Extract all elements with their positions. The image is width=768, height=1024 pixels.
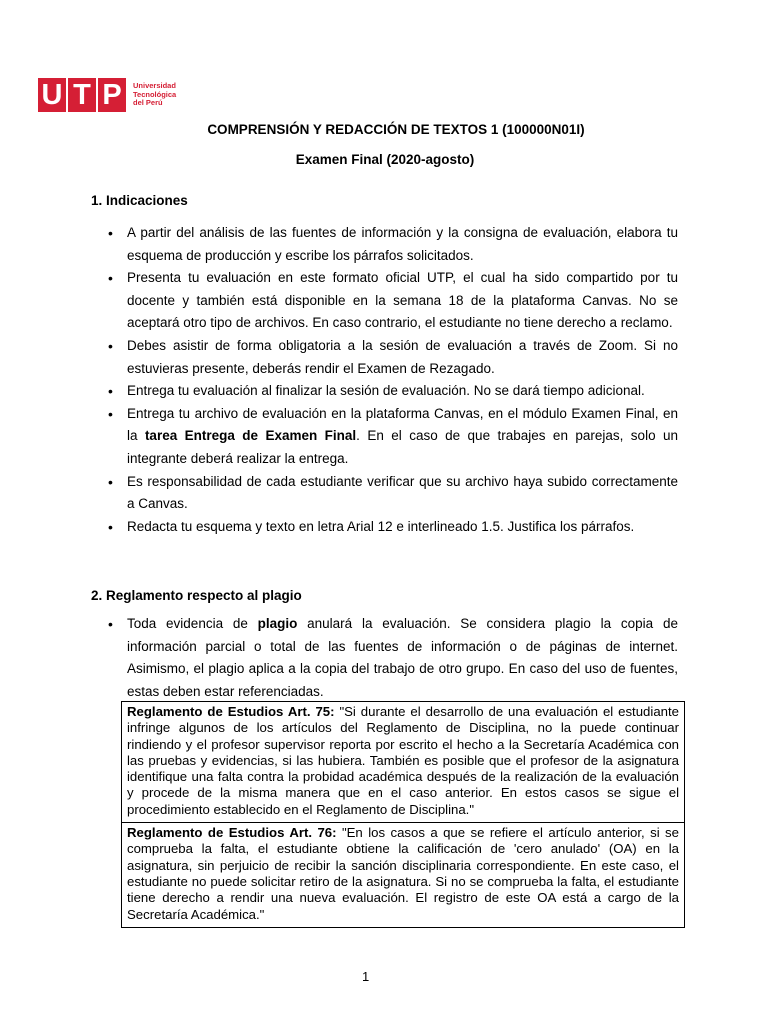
list-item: • A partir del análisis de las fuentes de información y la consigna de evaluación, elabora tu esquema de producción y escribe los párrafos solicitados. (106, 222, 678, 267)
logo-line-3: del Perú (133, 98, 163, 108)
plagio-list (106, 613, 678, 703)
list-item-text: Entrega tu archivo de evaluación en la plataforma Canvas, en el módulo Examen Final, en la (127, 405, 678, 444)
logo-line-2: Tecnológica (133, 89, 177, 99)
indicaciones-list (106, 222, 678, 538)
section-heading-indicaciones: 1. Indicaciones (91, 193, 188, 208)
regulation-label: Reglamento de Estudios Art. 75: (127, 704, 335, 719)
list-item-bold: tarea Entrega de Examen Final (144, 428, 357, 444)
regulation-boxes (121, 701, 685, 928)
logo-letter-t: T (68, 78, 96, 112)
list-item: • Es responsabilidad de cada estudiante verificar que su archivo haya subido correctamente a Canvas. (106, 471, 678, 516)
section-heading-plagio: 2. Reglamento respecto al plagio (91, 588, 302, 603)
list-item: • Debes asistir de forma obligatoria a la sesión de evaluación a través de Zoom. Si no estuvieras presente, deberás rendir el Examen de Rezagado. (106, 335, 678, 380)
logo-letter-p: P (98, 78, 126, 112)
list-item (106, 403, 678, 471)
list-item-text: Toda evidencia de (127, 616, 258, 631)
logo-line-1: Universidad (133, 81, 176, 91)
logo-wordmark (133, 82, 176, 108)
list-item: • Redacta tu esquema y texto en letra Arial 12 e interlineado 1.5. Justifica los párrafos. (106, 516, 678, 539)
utp-logo (38, 78, 176, 112)
document-subtitle: Examen Final (2020-agosto) (295, 152, 475, 167)
logo-letter-u: U (38, 78, 66, 112)
list-item-text: . En el caso de que trabajes en parejas, solo un integrante deberá realizar la entrega. (127, 428, 679, 466)
regulation-text: "En los casos a que se refiere el artículo anterior, si se comprueba la falta, el estudiante obtiene la calificación de 'cero anulado' (OA) en la asignatura, sin perjuicio de recibir la sanción disciplinaria correspondiente. En este caso, el estudiante no puede solicitar retiro de la asignatura. Si no se comprueba la falta, el estudiante tiene derecho a rendir una nueva evaluación. El registro de este OA está a cargo de la Secretaría Académica." (127, 825, 679, 922)
page-number: 1 (362, 969, 370, 984)
document-title: COMPRENSIÓN Y REDACCIÓN DE TEXTOS 1 (100000N01I) (207, 122, 585, 137)
list-item (106, 613, 678, 703)
list-item-bold: plagio (257, 616, 298, 631)
list-item: • Presenta tu evaluación en este formato oficial UTP, el cual ha sido compartido por tu docente y también está disponible en la semana 18 de la plataforma Canvas. No se aceptará otro tipo de archivos. En caso contrario, el estudiante no tiene derecho a reclamo. (106, 267, 678, 335)
regulation-box-art-75 (122, 702, 684, 822)
regulation-box-art-76 (122, 822, 684, 927)
regulation-text: "Si durante el desarrollo de una evaluación el estudiante infringe algunos de los artículos del Reglamento de Disciplina, no la puede continuar rindiendo y el profesor supervisor reporta por escrito el hecho a la Secretaría Académica con las pruebas y evidencias, si las hubiera. También es posible que el profesor de la asignatura identifique una falta contra la probidad académica después de la realización de la evaluación y procede de la misma manera que en el caso anterior. En estos casos se sigue el procedimiento establecido en el Reglamento de Disciplina." (127, 704, 679, 817)
list-item-text: anulará la evaluación. Se considera plagio la copia de información parcial o total de las fuentes de información o de páginas de internet. Asimismo, el plagio aplica a la copia del trabajo de otro grupo. En caso del uso de fuentes, estas deben estar referenciadas. (127, 616, 678, 699)
list-item: • Entrega tu evaluación al finalizar la sesión de evaluación. No se dará tiempo adicional. (106, 380, 678, 403)
regulation-label: Reglamento de Estudios Art. 76: (127, 825, 337, 841)
utp-logo-mark (38, 78, 128, 112)
